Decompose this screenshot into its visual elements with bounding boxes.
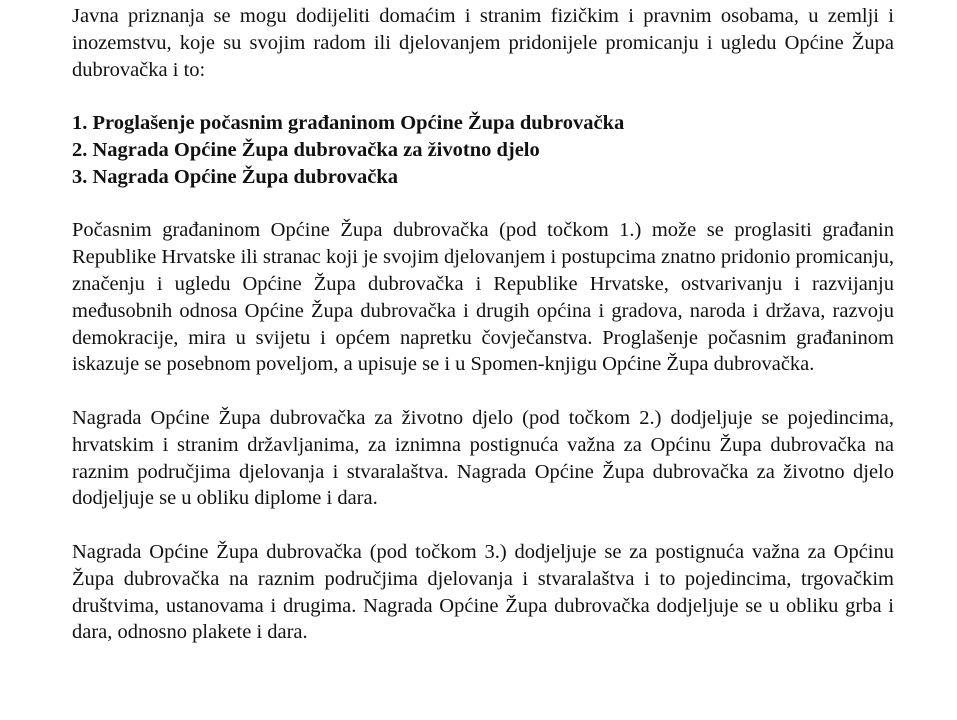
document-page: [72, 3, 894, 646]
award-list-item: 1. Proglašenje počasnim građaninom Općine Župa dubrovačka: [72, 112, 625, 135]
award-list-item: 2. Nagrada Općine Župa dubrovačka za životno djelo: [72, 138, 540, 161]
spacer: [72, 83, 894, 110]
municipal-award-paragraph: Nagrada Općine Župa dubrovačka (pod točkom 3.) dodjeljuje se za postignuća važna za Općinu Župa dubrovačka na raznim područjima djelovanja i stvaralaštva i to pojedincima, trgovačkim društvima, ustanovama i drugima. Nagrada Općine Župa dubrovačka dodjeljuje se u obliku grba i dara, odnosno plakete i dara.: [72, 540, 894, 644]
spacer: [72, 378, 894, 405]
intro-paragraph: Javna priznanja se mogu dodijeliti domaćim i stranim fizičkim i pravnim osobama, u zemlji i inozemstvu, koje su svojim radom ili djelovanjem pridonijele promicanju i ugledu Općine Župa dubrovačka i to:: [72, 5, 894, 81]
award-list: [72, 110, 894, 190]
lifetime-award-paragraph: Nagrada Općine Župa dubrovačka za životno djelo (pod točkom 2.) dodjeljuje se pojedincima, hrvatskim i stranim državljanima, za iznimna postignuća važna za Općinu Župa dubrovačka na raznim područjima djelovanja i stvaralaštva. Nagrada Općine Župa dubrovačka za životno djelo dodjeljuje se u obliku diplome i dara.: [72, 406, 894, 510]
spacer: [72, 191, 894, 218]
award-list-item: 3. Nagrada Općine Župa dubrovačka: [72, 165, 398, 188]
spacer: [72, 512, 894, 539]
honorary-citizen-paragraph: Počasnim građaninom Općine Župa dubrovačka (pod točkom 1.) može se proglasiti građanin Republike Hrvatske ili stranac koji je svojim djelovanjem i postupcima znatno pridonio promicanju, značenju i ugledu Općine Župa dubrovačka i Republike Hrvatske, ostvarivanju i razvijanju međusobnih odnosa Općine Župa dubrovačka i drugih općina i gradova, naroda i država, razvoju demokracije, mira u svijetu i općem napretku čovječanstva. Proglašenje počasnim građaninom iskazuje se posebnom poveljom, a upisuje se i u Spomen-knjigu Općine Župa dubrovačka.: [72, 219, 894, 376]
